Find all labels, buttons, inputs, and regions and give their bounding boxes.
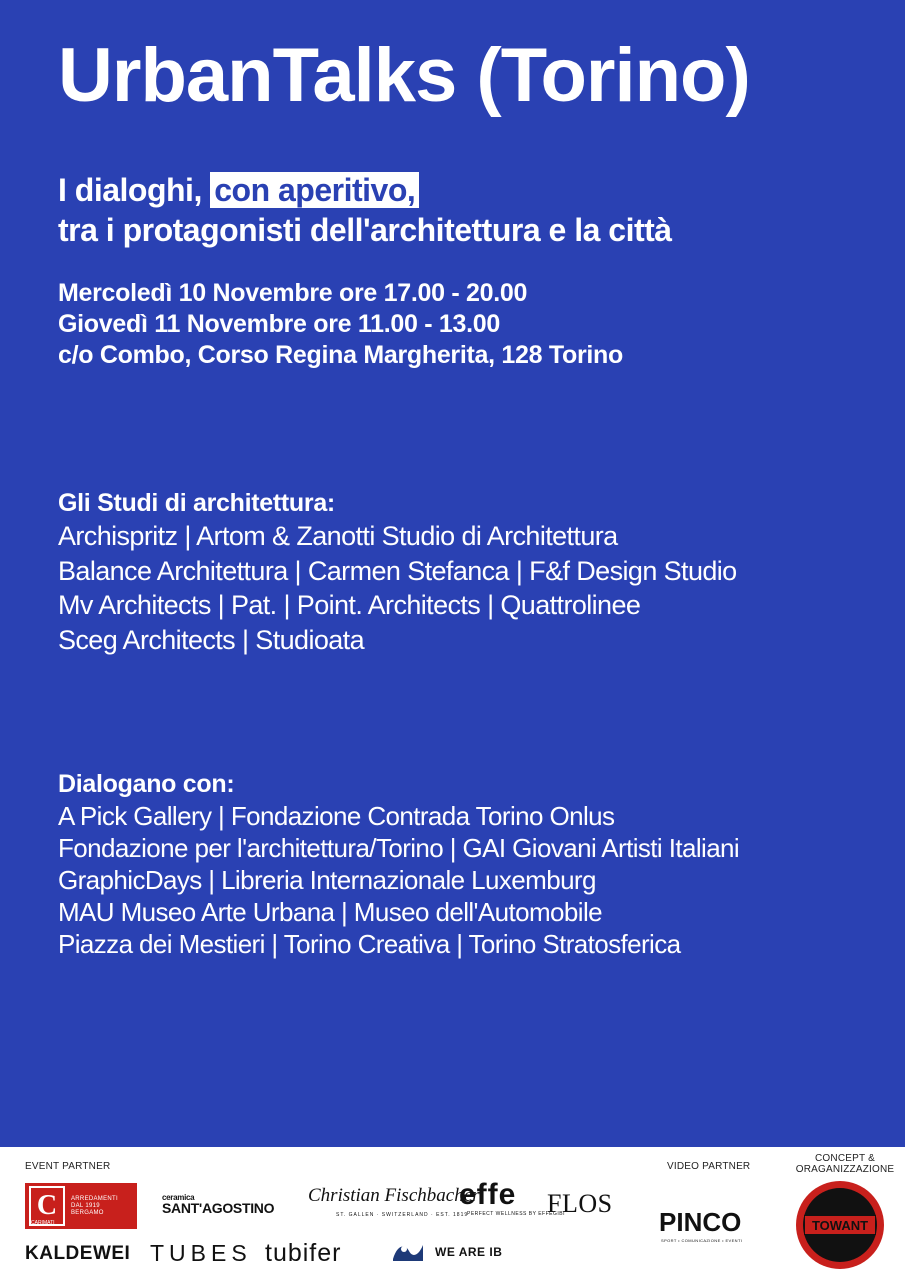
pinco-sub: SPORT • COMUNICAZIONE • EVENTI — [661, 1238, 743, 1243]
concept-label — [790, 1153, 900, 1175]
fischbacher-name: Christian Fischbacher — [308, 1185, 480, 1206]
pinco-name: PINCO — [659, 1207, 742, 1237]
tubes-logo: TUBES — [150, 1240, 252, 1266]
studi-line: Archispritz | Artom & Zanotti Studio di Architettura — [58, 521, 618, 551]
studi-heading: Gli Studi di architettura: — [58, 489, 335, 517]
fischbacher-logo — [308, 1185, 480, 1218]
concept-label-line-1: CONCEPT & — [815, 1153, 875, 1164]
santagostino-small: ceramica — [162, 1193, 195, 1202]
subtitle-line-1 — [58, 170, 672, 210]
subtitle-line-2: tra i protagonisti dell'architettura e la città — [58, 212, 672, 248]
studi-line: Mv Architects | Pat. | Point. Architects | Quattrolinee — [58, 590, 641, 620]
subtitle-highlight: con aperitivo, — [210, 172, 419, 208]
video-partner-label: VIDEO PARTNER — [667, 1161, 751, 1172]
weareib-text: WE ARE IB — [435, 1245, 503, 1259]
fischbacher-sub: ST. GALLEN · SWITZERLAND · EST. 1819 — [336, 1212, 469, 1218]
carimati-line: DAL 1919 — [71, 1202, 100, 1209]
schedule — [58, 278, 623, 371]
schedule-venue: c/o Combo, Corso Regina Margherita, 128 Torino — [58, 341, 623, 369]
schedule-date-2: Giovedì 11 Novembre ore 11.00 - 13.00 — [58, 310, 500, 338]
subtitle — [58, 170, 672, 250]
carimati-line: BERGAMO — [71, 1209, 104, 1216]
pinco-logo — [659, 1207, 743, 1243]
dialogano-section — [58, 768, 739, 960]
sponsor-footer — [0, 1147, 905, 1280]
effe-logo — [459, 1178, 566, 1217]
effe-name: effe — [459, 1178, 517, 1211]
towant-logo — [796, 1181, 884, 1269]
tubifer-logo: tubifer — [265, 1239, 342, 1267]
kaldewei-logo: KALDEWEI — [25, 1243, 131, 1264]
carimati-line: ARREDAMENTI — [71, 1195, 118, 1202]
studi-section — [58, 487, 737, 657]
subtitle-prefix: I dialoghi, — [58, 172, 211, 208]
concept-label-line-2: ORAGANIZZAZIONE — [795, 1164, 895, 1175]
page-title: UrbanTalks (Torino) — [58, 33, 750, 118]
dialogano-line: Piazza dei Mestieri | Torino Creativa | Torino Stratosferica — [58, 929, 681, 959]
carimati-logo — [25, 1183, 137, 1229]
carimati-name: CARIMATI — [31, 1220, 55, 1226]
flos-logo: FLOS — [547, 1189, 613, 1218]
towant-name: TOWANT — [804, 1215, 876, 1235]
dialogano-line: GraphicDays | Libreria Internazionale Luxemburg — [58, 865, 596, 895]
dialogano-line: Fondazione per l'architettura/Torino | GAI Giovani Artisti Italiani — [58, 833, 740, 863]
carimati-text — [71, 1196, 118, 1217]
dialogano-line: A Pick Gallery | Fondazione Contrada Torino Onlus — [58, 801, 615, 831]
weareib-logo — [391, 1241, 502, 1263]
studi-line: Sceg Architects | Studioata — [58, 624, 364, 655]
santagostino-logo — [162, 1193, 274, 1214]
effe-sub: PERFECT WELLNESS BY EFFEGIBI — [467, 1211, 566, 1217]
event-partner-label: EVENT PARTNER — [25, 1161, 111, 1172]
schedule-date-1: Mercoledì 10 Novembre ore 17.00 - 20.00 — [58, 279, 528, 307]
dialogano-line: MAU Museo Arte Urbana | Museo dell'Automobile — [58, 897, 602, 927]
studi-line: Balance Architettura | Carmen Stefanca | F&f Design Studio — [58, 555, 737, 586]
santagostino-name: SANT'AGOSTINO — [162, 1200, 275, 1216]
carimati-letter: C — [29, 1186, 65, 1226]
weareib-mark-icon — [391, 1241, 425, 1263]
dialogano-heading: Dialogano con: — [58, 770, 235, 798]
